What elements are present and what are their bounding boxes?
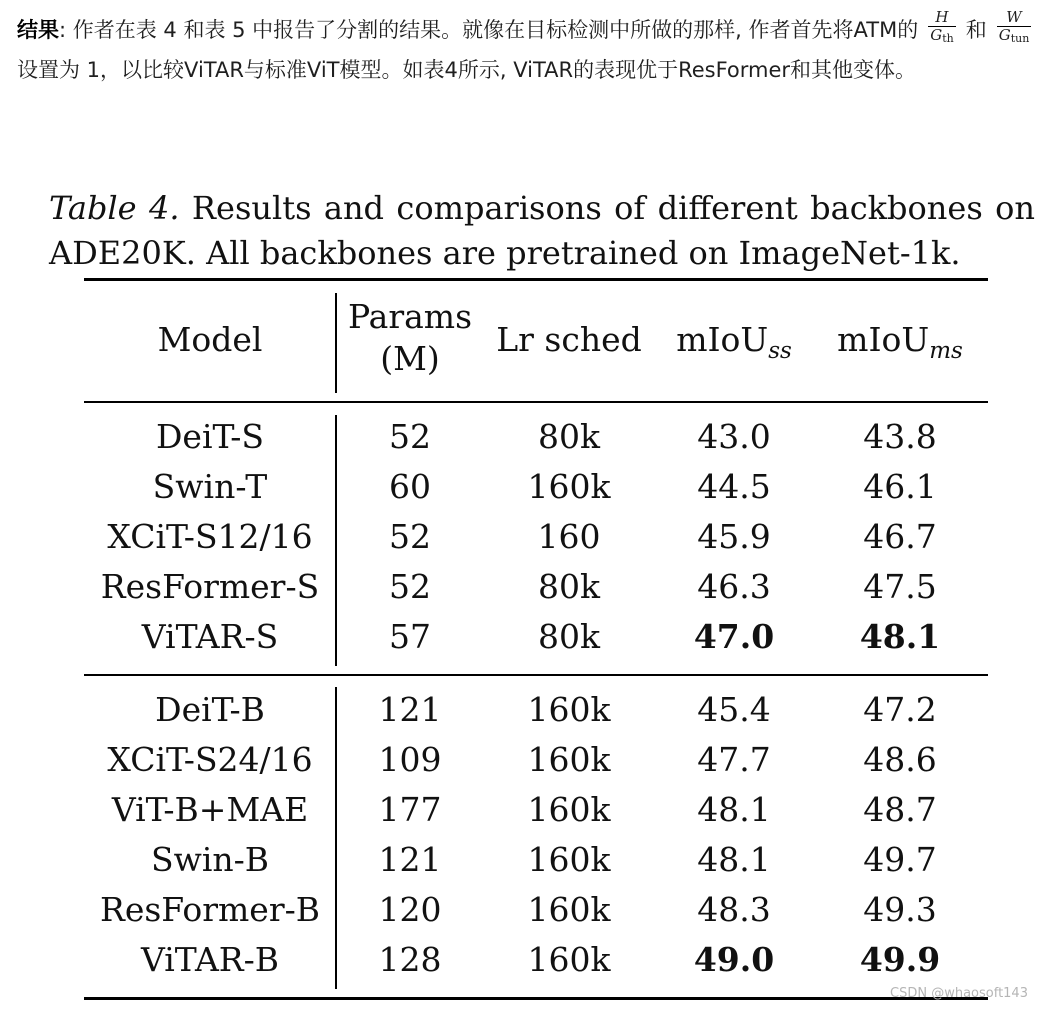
cell-model: ResFormer-S [100, 567, 320, 606]
cell-miou-ms: 47.2 [863, 690, 937, 729]
header-lr-sched: Lr sched [496, 320, 642, 359]
header-miou-ms-base: mIoU [837, 320, 930, 359]
caption-line-1 [49, 186, 1035, 231]
cell-model: DeiT-B [155, 690, 265, 729]
cell-miou-ss: 47.7 [697, 740, 771, 779]
cell-params: 60 [389, 467, 431, 506]
cell-lr: 160k [527, 790, 611, 829]
cell-miou-ms-best: 48.1 [859, 617, 941, 656]
cell-model: ResFormer-B [99, 890, 321, 929]
cell-miou-ss: 45.9 [697, 517, 771, 556]
cell-model: XCiT-S24/16 [107, 740, 313, 779]
cell-miou-ms: 48.7 [863, 790, 937, 829]
table-row [84, 835, 988, 885]
fraction-numerator: W [997, 9, 1032, 27]
cell-params: 109 [378, 740, 442, 779]
fraction-denominator-base: G [998, 26, 1011, 44]
header-miou-ms-sub: ms [929, 338, 963, 364]
cell-lr: 160k [527, 740, 611, 779]
cell-miou-ms: 47.5 [863, 567, 937, 606]
cell-model: ViT-B+MAE [111, 790, 309, 829]
fraction-denominator [928, 27, 956, 47]
table-row [84, 935, 988, 985]
fraction-h-over-gth [928, 9, 956, 47]
header-params-line-1: Params [347, 297, 473, 336]
cell-model: ViTAR-B [140, 940, 280, 979]
cell-miou-ss: 48.1 [697, 790, 771, 829]
cell-miou-ms: 48.6 [863, 740, 937, 779]
header-miou-ss-base: mIoU [676, 320, 769, 359]
cell-params: 120 [378, 890, 442, 929]
table-row [84, 885, 988, 935]
cell-lr: 80k [538, 417, 600, 456]
cell-model: Swin-T [152, 467, 268, 506]
cell-miou-ss-best: 47.0 [693, 617, 775, 656]
table-row [84, 512, 988, 562]
intro-text-1: : 作者在表 4 和表 5 中报告了分割的结果。就像在目标检测中所做的那样, 作者首先将ATM的 [59, 18, 919, 42]
cell-params: 121 [378, 840, 442, 879]
cell-lr: 80k [538, 567, 600, 606]
fraction-denominator-sub: tun [1010, 32, 1030, 45]
cell-params: 52 [389, 567, 431, 606]
cell-miou-ss: 46.3 [697, 567, 771, 606]
intro-lead: 结果 [17, 18, 59, 42]
table-row [84, 612, 988, 662]
header-params-line-2: (M) [380, 339, 440, 378]
cell-lr: 160k [527, 690, 611, 729]
fraction-denominator [997, 27, 1032, 47]
cell-miou-ms-best: 49.9 [859, 940, 941, 979]
header-model: Model [157, 320, 263, 359]
cell-miou-ms: 43.8 [863, 417, 937, 456]
table-row [84, 685, 988, 735]
cell-miou-ms: 46.7 [863, 517, 937, 556]
header-params [338, 296, 482, 380]
table-bottom-rule [84, 997, 988, 1000]
table-row [84, 562, 988, 612]
cell-lr: 160k [527, 467, 611, 506]
cell-miou-ss: 45.4 [697, 690, 771, 729]
csdn-watermark: CSDN @whaosoft143 [890, 986, 1028, 1001]
table-row-group-small [84, 412, 988, 662]
cell-params: 121 [378, 690, 442, 729]
cell-miou-ms: 49.3 [863, 890, 937, 929]
cell-model: XCiT-S12/16 [107, 517, 313, 556]
intro-paragraph [17, 10, 1062, 90]
intro-mid: 和 [965, 18, 987, 42]
cell-miou-ss-best: 49.0 [693, 940, 775, 979]
cell-model: DeiT-S [155, 417, 265, 456]
cell-miou-ms: 46.1 [863, 467, 937, 506]
table-top-rule [84, 278, 988, 281]
cell-miou-ms: 49.7 [863, 840, 937, 879]
table-row [84, 412, 988, 462]
header-miou-ss [656, 320, 812, 371]
fraction-denominator-sub: th [942, 32, 954, 45]
cell-lr: 160k [527, 840, 611, 879]
cell-lr: 80k [538, 617, 600, 656]
fraction-denominator-base: G [930, 26, 943, 44]
cell-lr: 160k [527, 890, 611, 929]
cell-params: 177 [378, 790, 442, 829]
intro-text-2: 设置为 1，以比较ViTAR与标准ViT模型。如表4所示, ViTAR的表现优于ResFormer和其他变体。 [17, 58, 917, 82]
table-caption [49, 186, 1035, 276]
header-miou-ms [812, 320, 988, 371]
cell-lr: 160k [527, 940, 611, 979]
cell-params: 52 [389, 417, 431, 456]
cell-params: 52 [389, 517, 431, 556]
cell-miou-ss: 44.5 [697, 467, 771, 506]
cell-model: Swin-B [150, 840, 270, 879]
fraction-w-over-gtun [997, 9, 1032, 47]
fraction-numerator: H [928, 9, 956, 27]
table-row [84, 785, 988, 835]
cell-params: 128 [378, 940, 442, 979]
table-row [84, 462, 988, 512]
caption-label: Table 4. [49, 189, 180, 227]
results-table [84, 278, 988, 1002]
cell-miou-ss: 43.0 [697, 417, 771, 456]
table-group-rule [84, 674, 988, 676]
caption-line-2: ADE20K. All backbones are pretrained on ImageNet-1k. [49, 234, 961, 272]
cell-model: ViTAR-S [141, 617, 279, 656]
table-header-rule [84, 401, 988, 403]
table-row-group-base [84, 685, 988, 985]
cell-params: 57 [389, 617, 431, 656]
cell-miou-ss: 48.3 [697, 890, 771, 929]
caption-line-1-text: Results and comparisons of different backbones on [191, 189, 1036, 227]
table-row [84, 735, 988, 785]
cell-lr: 160 [537, 517, 601, 556]
cell-miou-ss: 48.1 [697, 840, 771, 879]
header-miou-ss-sub: ss [768, 338, 792, 364]
